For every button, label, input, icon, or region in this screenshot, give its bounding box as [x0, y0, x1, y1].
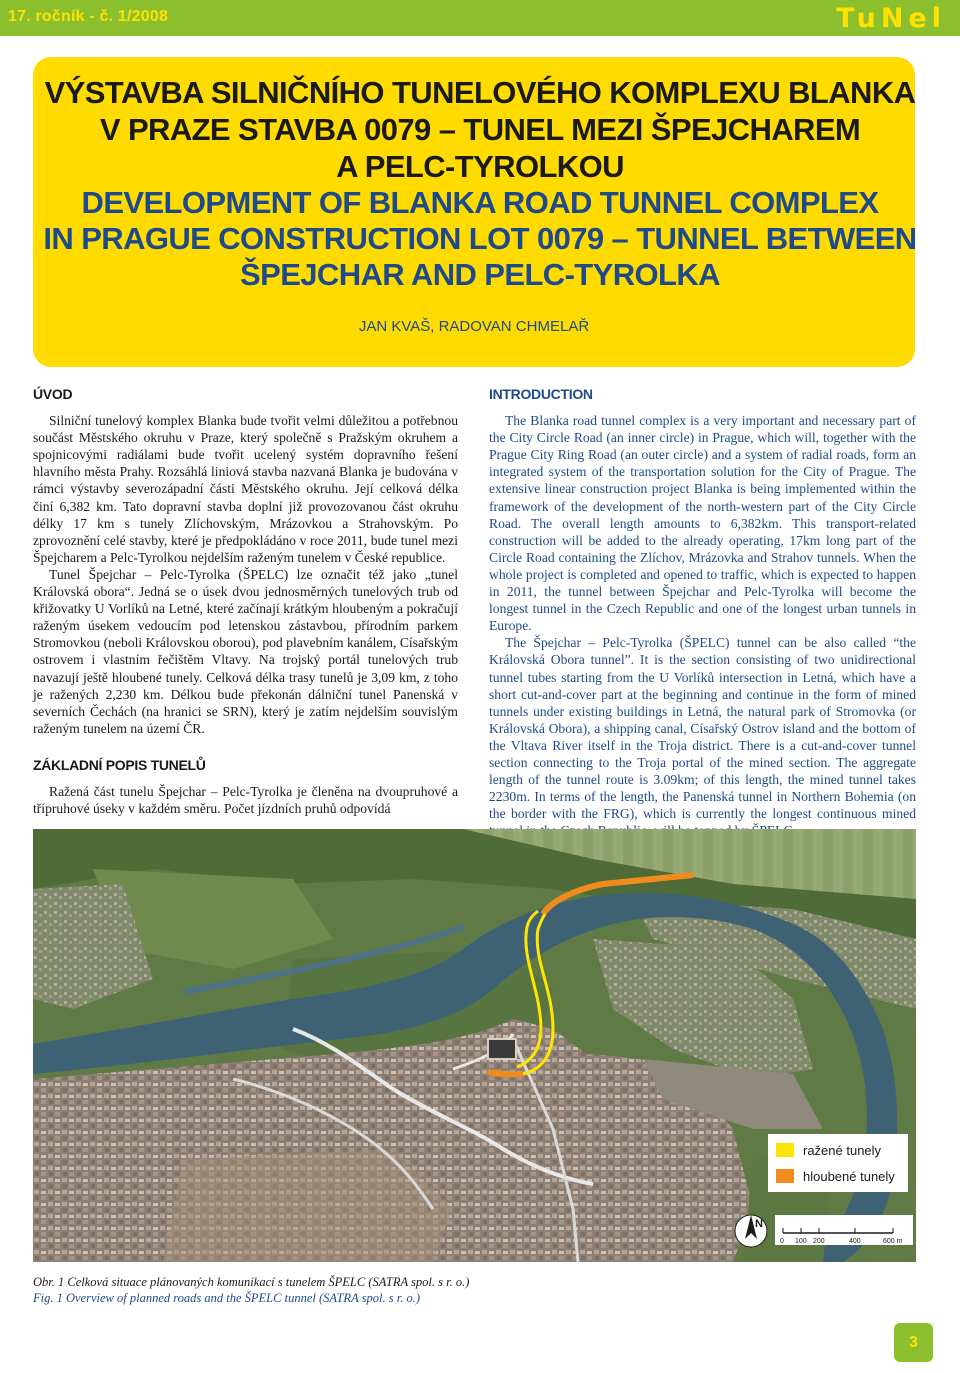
title-cz-line-1: VÝSTAVBA SILNIČNÍHO TUNELOVÉHO KOMPLEXU BLANKA	[44, 75, 916, 110]
paragraph: Ražená část tunelu Špejchar – Pelc-Tyrolka je členěna na dvoupruhové a třípruhové úseky v každém směru. Počet jízdních pruhů odpovídá	[33, 783, 458, 817]
north-arrow-icon	[735, 1215, 767, 1247]
paragraph: The Špejchar – Pelc-Tyrolka (ŠPELC) tunnel can be also called “the Královská Obora tunnel”. It is the section consisting of two unidirectional tunnel tubes starting from the U Vorlíků intersection in Letná, which have a short cut-and-cover part at the beginning and continue in the form of mined tunnels under existing buildings in Letná, the natural park of Stromovka (or Královská Obora), a shipping canal, Císařský Ostrov island and the bottom of the Vltava River itself in the Troja district. There is a cut-and-cover tunnel section connecting to the Troja portal of the mined section. The aggregate length of the tunnel route is 3.09km; of this length, the mined tunnel takes 2230m. In terms of the length, the Panenská tunnel in Northern Bohemia (on the border with the FRG), which is currently the longest continuous mined	[489, 635, 916, 822]
issue-label: 17. ročník - č. 1/2008	[8, 8, 169, 25]
title-en-line-2: IN PRAGUE CONSTRUCTION LOT 0079 – TUNNEL BETWEEN	[43, 221, 917, 256]
page-number: 3	[894, 1323, 933, 1362]
paragraph: Tunel Špejchar – Pelc-Tyrolka (ŠPELC) lze označit též jako „tunel Královská obora“. Jedná se o úsek dvou jednosměrných tunelových trub od křižovatky U Vorlíků na Letné, které začínají krátkým hloubeným a pokračují raženým úsekem vedoucím pod letenskou zástavbou, přírodním parkem Stromovkou (neboli Královskou oborou), pod plavebním kanálem, Císařským ostrovem i vlastním řečištěm Vltavy. Na trojský portál tunelových trub navazují ještě hloubené tunely. Celková délka trasy tunelů je 3,09 km, z toho je ražených 2,230 km. Délkou bude překonán dálniční tunel Panenská v severních Čechách (na hranici se SRN), který je zatím nejdelším souvislým raženým tunelem na území ČR.	[33, 566, 458, 736]
figure-caption	[33, 1274, 913, 1306]
scale-label: 600 m	[883, 1238, 903, 1245]
scale-label: 400	[849, 1238, 861, 1245]
heading-uvod: ÚVOD	[33, 386, 73, 402]
right-column	[489, 386, 916, 839]
heading-zakladni-popis: ZÁKLADNÍ POPIS TUNELŮ	[33, 756, 206, 773]
north-label: N	[755, 1218, 763, 1230]
heading-introduction: INTRODUCTION	[489, 386, 593, 402]
legend-mined: ražené tunely	[803, 1143, 882, 1158]
left-column	[33, 386, 458, 817]
scale-label: 200	[813, 1238, 825, 1245]
caption-en: Fig. 1 Overview of planned roads and the ŠPELC tunnel (SATRA spol. s r. o.)	[33, 1291, 421, 1305]
caption-cz: Obr. 1 Celková situace plánovaných komunikací s tunelem ŠPELC (SATRA spol. s r. o.)	[33, 1275, 470, 1289]
aerial-map-image	[33, 829, 916, 1262]
title-en-line-1: DEVELOPMENT OF BLANKA ROAD TUNNEL COMPLEX	[81, 185, 879, 220]
paragraph: Silniční tunelový komplex Blanka bude tvořit velmi důležitou a potřebnou součást Městského okruhu v Praze, který společně s Pražským okruhem a spojnicovými radiálami bude tvořit ucelený systém dopravního řešení hlavního města Prahy. Rozsáhlá liniová stavba nazvaná Blanka je budována v rámci výstavby severozápadní části Městského okruhu. Její celková délka činí 6,382 km. Tato dopravní stavba doplní již provozovanou část okruhu délky 17 km s tunely Zlíchovským, Mrázovkou a Strahovským. Po zprovoznění celé stavby, které je předpokládáno v roce 2011, bude tunel mezi Špejcharem a Pelc-Tyrolkou nejdelším raženým tunelem v České republice.	[33, 413, 458, 565]
title-en-line-3: ŠPEJCHAR AND PELC-TYROLKA	[240, 257, 720, 292]
top-bar	[0, 0, 960, 36]
paragraph: The Blanka road tunnel complex is a very important and necessary part of the City Circle Road (an inner circle) in Prague, which will, together with the Prague City Ring Road (an outer circle) and a system of radial roads, form an integrated system of the transportation solution for the City of Prague. The extensive linear construction project Blanka is being implemented within the framework of the development of the north-western part of the City Circle Road. The overall length amounts to 6,382km. This transport-related construction will be added to the already operating, 17km long part of the Circle Road containing the Zlíchov, Mrázovka and Strahov tunnels. When the whole project is completed and opened to traffic, which is expected to happen in 2011, the tunnel between Špejchar and Pelc-Tyrolka will become the longest tunnel in the Czech Republic and one of the longest urban tunnels in Europe.	[489, 413, 916, 634]
aerial-map	[33, 829, 916, 1262]
title-cz-line-2: V PRAZE STAVBA 0079 – TUNEL MEZI ŠPEJCHAREM	[99, 112, 861, 147]
magazine-logo: TuNel	[836, 3, 946, 34]
scale-label: 0	[780, 1238, 784, 1245]
authors: JAN KVAŠ, RADOVAN CHMELAŘ	[358, 318, 590, 335]
legend-cut-cover: hloubené tunely	[803, 1169, 895, 1184]
scale-bar	[775, 1215, 913, 1245]
scale-label: 100	[795, 1238, 807, 1245]
map-legend	[768, 1134, 908, 1192]
title-cz-line-3: A PELC-TYROLKOU	[336, 149, 624, 184]
